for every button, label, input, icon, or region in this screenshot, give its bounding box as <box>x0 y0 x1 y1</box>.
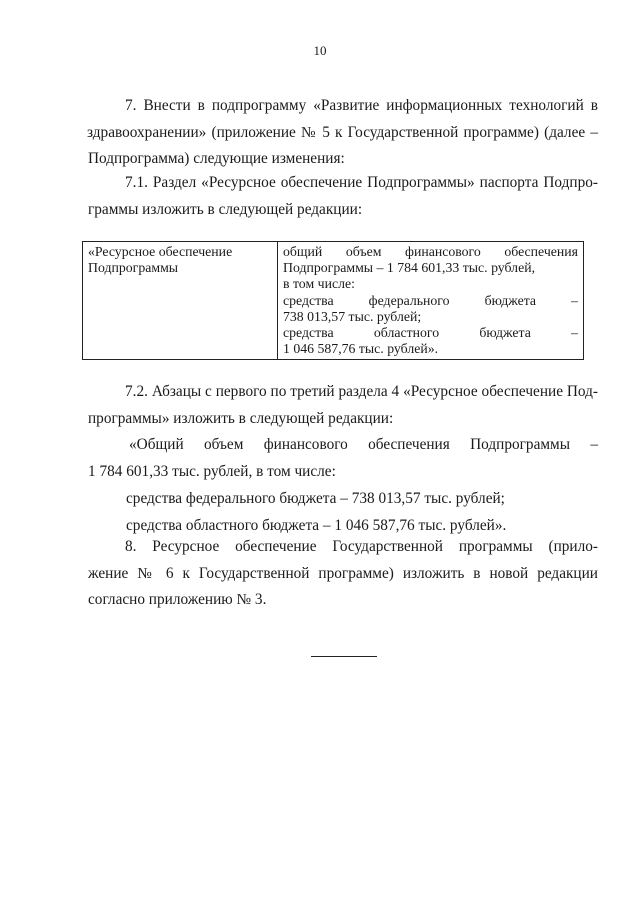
table-content-line-2: Подпрограммы – 1 784 601,33 тыс. рублей, <box>283 260 536 276</box>
end-divider <box>311 656 377 657</box>
table-content-line-7: 1 046 587,76 тыс. рублей». <box>283 341 439 357</box>
table-cell-content <box>278 242 584 360</box>
quote-line-3: средства федерального бюджета – 738 013,57 тыс. рублей; <box>126 490 505 507</box>
paragraph-8 <box>88 534 598 614</box>
table-content-line-3: в том числе: <box>283 276 355 292</box>
paragraph-7-1-line-1: 7.1. Раздел «Ресурсное обеспечение Подпрограммы» паспорта Подпро- <box>125 174 598 191</box>
table-title-line-1: «Ресурсное обеспечение <box>88 244 233 259</box>
paragraph-7-2 <box>88 379 598 432</box>
table-content-line-6: средства областного бюджета – <box>283 325 578 341</box>
paragraph-7-2-line-2: программы» изложить в следующей редакции: <box>88 409 394 427</box>
table-content-line-5: 738 013,57 тыс. рублей; <box>283 308 422 324</box>
quote-line-4: средства областного бюджета – 1 046 587,76 тыс. рублей». <box>126 517 507 534</box>
table-title-line-2: Подпрограммы <box>88 260 179 276</box>
quoted-block <box>88 431 598 539</box>
resource-table <box>82 241 584 360</box>
table-content-line-4: средства федерального бюджета – <box>283 292 578 308</box>
paragraph-7-line-3: Подпрограмма) следующие изменения: <box>88 150 345 167</box>
table-content-line-1: общий объем финансового обеспечения <box>283 244 578 259</box>
paragraph-8-line-1: 8. Ресурсное обеспечение Государственной программы (прило- <box>125 538 598 555</box>
table-row <box>83 242 584 360</box>
paragraph-7 <box>88 93 598 173</box>
page-number: 10 <box>313 43 327 58</box>
quote-line-2: 1 784 601,33 тыс. рублей, в том числе: <box>88 463 336 480</box>
paragraph-7-line-1: 7. Внести в подпрограмму «Развитие информационных технологий в <box>125 97 598 114</box>
table-cell-title <box>83 242 278 360</box>
paragraph-7-2-line-1: 7.2. Абзацы с первого по третий раздела 4 «Ресурсное обеспечение Под- <box>125 383 598 400</box>
paragraph-8-line-3: согласно приложению № 3. <box>88 591 267 608</box>
paragraph-7-1 <box>88 170 598 223</box>
paragraph-7-1-line-2: граммы изложить в следующей редакции: <box>88 200 363 218</box>
paragraph-8-line-2: жение № 6 к Государственной программе) изложить в новой редакции <box>88 564 598 582</box>
quote-line-1: «Общий объем финансового обеспечения Подпрограммы – <box>129 436 598 453</box>
paragraph-7-line-2: здравоохранении» (приложение № 5 к Государственной программе) (далее – <box>87 123 598 141</box>
